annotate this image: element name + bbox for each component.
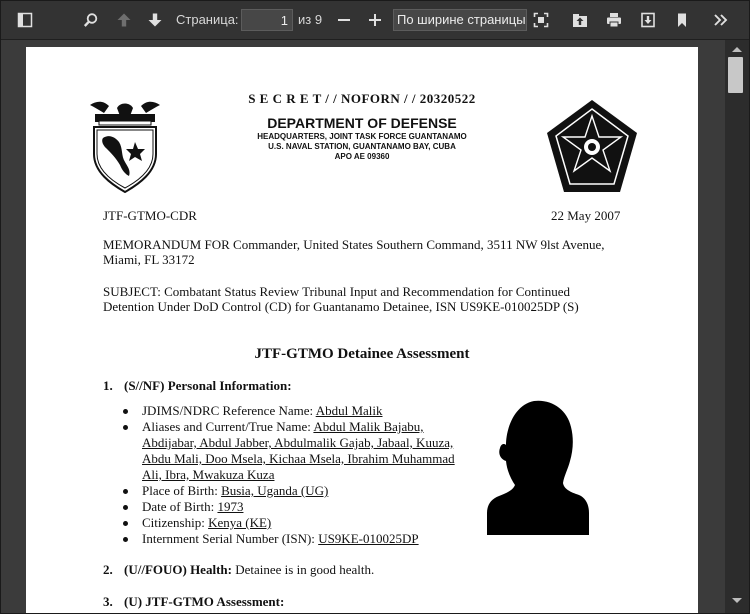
aliases-value-line-1: Abdul Malik Bajabu, xyxy=(313,419,424,434)
search-icon[interactable] xyxy=(81,10,101,30)
citizenship-value: Kenya (KE) xyxy=(208,515,272,530)
document-viewer[interactable] xyxy=(1,40,725,613)
isn-value: US9KE-010025DP xyxy=(318,531,419,546)
reference-name-label: JDIMS/NDRC Reference Name: xyxy=(142,403,314,418)
reference-name-row xyxy=(142,403,383,419)
hq-line-1: HEADQUARTERS, JOINT TASK FORCE GUANTANAMO xyxy=(257,132,467,141)
bullet xyxy=(123,409,128,414)
section-2-row xyxy=(124,562,374,578)
memo-for-line-2: Miami, FL 33172 xyxy=(103,252,195,267)
aliases-value-line-4: Ali, Ibra, Mwakuza Kuza xyxy=(142,467,275,482)
vertical-scrollbar[interactable] xyxy=(725,40,749,613)
reference-name-value: Abdul Malik xyxy=(315,403,383,418)
sidebar-toggle-icon[interactable] xyxy=(15,10,35,30)
presentation-mode-icon[interactable] xyxy=(531,10,551,30)
previous-page-icon[interactable] xyxy=(114,10,134,30)
date-of-birth-label: Date of Birth: xyxy=(142,499,215,514)
memo-date: 22 May 2007 xyxy=(551,208,621,223)
citizenship-label: Citizenship: xyxy=(142,515,205,530)
bullet xyxy=(123,537,128,542)
toolbar xyxy=(1,1,749,40)
zoom-in-icon[interactable] xyxy=(365,10,385,30)
hq-line-3: APO AE 09360 xyxy=(334,152,390,161)
office-symbol: JTF-GTMO-CDR xyxy=(103,208,197,223)
open-file-icon[interactable] xyxy=(570,10,590,30)
scroll-up-arrow-icon[interactable] xyxy=(731,45,743,53)
place-of-birth-value: Busia, Uganda (UG) xyxy=(221,483,329,498)
tools-icon[interactable] xyxy=(711,10,731,30)
department-title: DEPARTMENT OF DEFENSE xyxy=(267,115,457,131)
scrollbar-thumb[interactable] xyxy=(728,57,743,93)
bullet xyxy=(123,521,128,526)
section-1-number: 1. xyxy=(103,378,113,393)
place-of-birth-row xyxy=(142,483,328,499)
next-page-icon[interactable] xyxy=(145,10,165,30)
aliases-value-line-2: Abdijabar, Abdul Jabber, Abdulmalik Gajab, Jabaal, Kuuza, xyxy=(142,435,454,450)
section-3-number: 3. xyxy=(103,594,113,609)
download-icon[interactable] xyxy=(638,10,658,30)
classification-banner: S E C R E T / / NOFORN / / 20320522 xyxy=(248,91,476,106)
citizenship-row xyxy=(142,515,271,531)
hq-line-2: U.S. NAVAL STATION, GUANTANAMO BAY, CUBA xyxy=(268,142,456,151)
aliases-value-line-3: Abdu Mali, Doo Msela, Kichaa Msela, Ibrahim Muhammad xyxy=(142,451,455,466)
section-3-title: (U) JTF-GTMO Assessment: xyxy=(124,594,285,609)
date-of-birth-row xyxy=(142,499,243,515)
date-of-birth-value: 1973 xyxy=(217,499,244,514)
detainee-silhouette-image xyxy=(487,399,591,535)
section-2-title: (U//FOUO) Health: xyxy=(124,562,232,577)
subject-line-1: SUBJECT: Combatant Status Review Tribunal Input and Recommendation for Continued xyxy=(103,284,570,299)
aliases-row xyxy=(142,419,424,435)
section-2-text: Detainee is in good health. xyxy=(235,562,375,577)
aliases-label: Aliases and Current/True Name: xyxy=(142,419,311,434)
bullet xyxy=(123,489,128,494)
page-number-input[interactable] xyxy=(241,9,293,31)
pdf-page xyxy=(26,47,698,613)
page-label: Страница: xyxy=(176,12,239,27)
section-1-title: (S//NF) Personal Information: xyxy=(124,378,292,393)
page-total: из 9 xyxy=(298,12,323,27)
place-of-birth-label: Place of Birth: xyxy=(142,483,218,498)
zoom-out-icon[interactable] xyxy=(334,10,354,30)
scroll-down-arrow-icon[interactable] xyxy=(731,597,743,605)
memo-for-line-1: MEMORANDUM FOR Commander, United States Southern Command, 3511 NW 9lst Avenue, xyxy=(103,237,605,252)
bullet xyxy=(123,505,128,510)
bullet xyxy=(123,425,128,430)
zoom-select[interactable] xyxy=(393,9,527,31)
subject-line-2: Detention Under DoD Control (CD) for Guantanamo Detainee, ISN US9KE-010025DP (S) xyxy=(103,299,579,314)
section-2-number: 2. xyxy=(103,562,113,577)
isn-row xyxy=(142,531,419,547)
print-icon[interactable] xyxy=(604,10,624,30)
bookmark-icon[interactable] xyxy=(672,10,692,30)
zoom-select-value: По ширине страницы xyxy=(397,12,526,27)
assessment-title: JTF-GTMO Detainee Assessment xyxy=(254,346,470,362)
isn-label: Internment Serial Number (ISN): xyxy=(142,531,315,546)
